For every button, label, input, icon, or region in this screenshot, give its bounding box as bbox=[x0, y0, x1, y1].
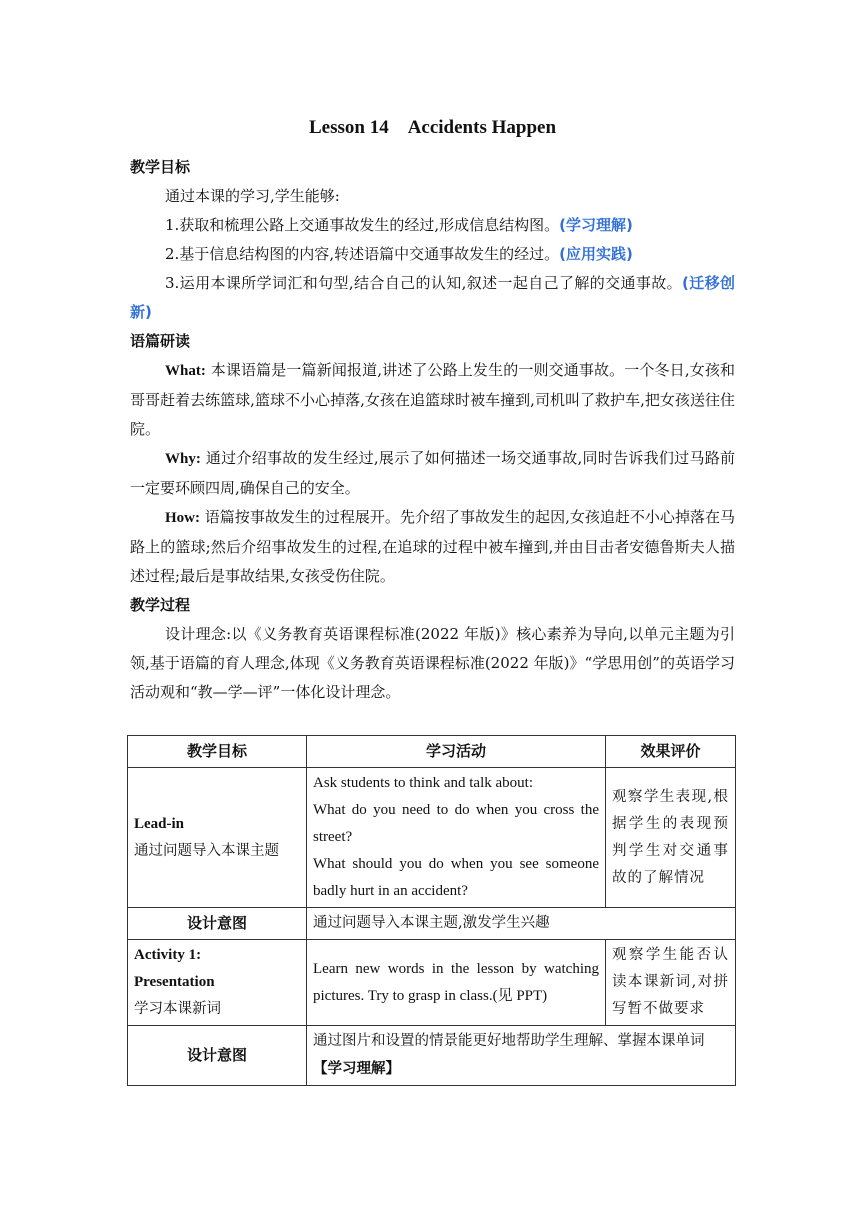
goal-cell bbox=[128, 768, 307, 908]
goal-en: Activity 1: bbox=[134, 947, 202, 963]
what-label: What: bbox=[165, 363, 206, 379]
objective-1: 1.获取和梳理公路上交通事故发生的经过,形成信息结构图。(学习理解) bbox=[165, 216, 633, 234]
objectives-heading: 教学目标 bbox=[130, 158, 191, 176]
table-row bbox=[128, 908, 736, 940]
why-label: Why: bbox=[165, 451, 201, 467]
eval-cell: 观察学生能否认读本课新词,对拼写暂不做要求 bbox=[606, 940, 736, 1026]
goal-zh: 学习本课新词 bbox=[134, 1001, 221, 1017]
objective-3: 3.运用本课所学词汇和句型,结合自己的认知,叙述一起自己了解的交通事故。(迁移创新) bbox=[130, 274, 735, 321]
what-paragraph: What: 本课语篇是一篇新闻报道,讲述了公路上发生的一则交通事故。一个冬日,女孩和哥哥赶着去练篮球,篮球不小心掉落,女孩在追篮球时被车撞到,司机叫了救护车,把女孩送往住院。 bbox=[130, 361, 735, 438]
design-intent-tag: 【学习理解】 bbox=[313, 1060, 400, 1077]
objective-3-tag: (迁移创新) bbox=[130, 274, 735, 321]
header-eval: 效果评价 bbox=[606, 736, 736, 768]
how-paragraph: How: 语篇按事故发生的过程展开。先介绍了事故发生的起因,女孩追赶不小心掉落在马路上的篮球;然后介绍事故发生的过程,在追球的过程中被车撞到,并由目击者安德鲁斯夫人描述过程;最后是事故结果,女孩受伤住院。 bbox=[130, 508, 735, 585]
design-intent-text: 通过问题导入本课主题,激发学生兴趣 bbox=[307, 908, 736, 940]
design-intent-text: 通过图片和设置的情景能更好地帮助学生理解、掌握本课单词【学习理解】 bbox=[307, 1026, 736, 1086]
why-paragraph: Why: 通过介绍事故的发生经过,展示了如何描述一场交通事故,同时告诉我们过马路前一定要环顾四周,确保自己的安全。 bbox=[130, 449, 735, 497]
activity-cell bbox=[307, 768, 606, 908]
objectives-intro: 通过本课的学习,学生能够: bbox=[165, 187, 340, 205]
goal-cell bbox=[128, 940, 307, 1026]
objective-2-tag: (应用实践) bbox=[559, 245, 633, 263]
design-intent-label: 设计意图 bbox=[128, 1026, 307, 1086]
how-label: How: bbox=[165, 510, 200, 526]
objective-1-tag: (学习理解) bbox=[559, 216, 633, 234]
process-paragraph: 设计理念:以《义务教育英语课程标准(2022 年版)》核心素养为导向,以单元主题为引领,基于语篇的育人理念,体现《义务教育英语课程标准(2022 年版)》“学思用创”的英语学习活动观和“教—学—评”一体化设计理念。 bbox=[130, 625, 735, 701]
header-activity: 学习活动 bbox=[307, 736, 606, 768]
eval-cell: 观察学生表现,根据学生的表现预判学生对交通事故的了解情况 bbox=[606, 768, 736, 908]
goal-en: Lead-in bbox=[134, 815, 185, 832]
design-intent-label: 设计意图 bbox=[128, 908, 307, 940]
process-heading: 教学过程 bbox=[130, 596, 191, 614]
activity-line: What should you do when you see someone badly hurt in an accident? bbox=[313, 856, 599, 899]
goal-zh: 通过问题导入本课主题 bbox=[134, 842, 279, 859]
goal-en: Presentation bbox=[134, 974, 215, 990]
activity-line: Ask students to think and talk about: bbox=[313, 775, 533, 791]
reading-heading: 语篇研读 bbox=[130, 332, 191, 350]
objective-2: 2.基于信息结构图的内容,转述语篇中交通事故发生的经过。(应用实践) bbox=[165, 245, 633, 263]
lesson-plan-table bbox=[127, 735, 736, 1086]
header-goal: 教学目标 bbox=[128, 736, 307, 768]
table-header-row bbox=[128, 736, 736, 768]
table-row bbox=[128, 768, 736, 908]
lesson-title: Lesson 14 Accidents Happen bbox=[308, 117, 557, 138]
document-page bbox=[130, 113, 735, 707]
activity-line: What do you need to do when you cross the street? bbox=[313, 802, 599, 845]
table-row bbox=[128, 1026, 736, 1086]
activity-cell: Learn new words in the lesson by watching pictures. Try to grasp in class.(见 PPT) bbox=[307, 940, 606, 1026]
table-row bbox=[128, 940, 736, 1026]
